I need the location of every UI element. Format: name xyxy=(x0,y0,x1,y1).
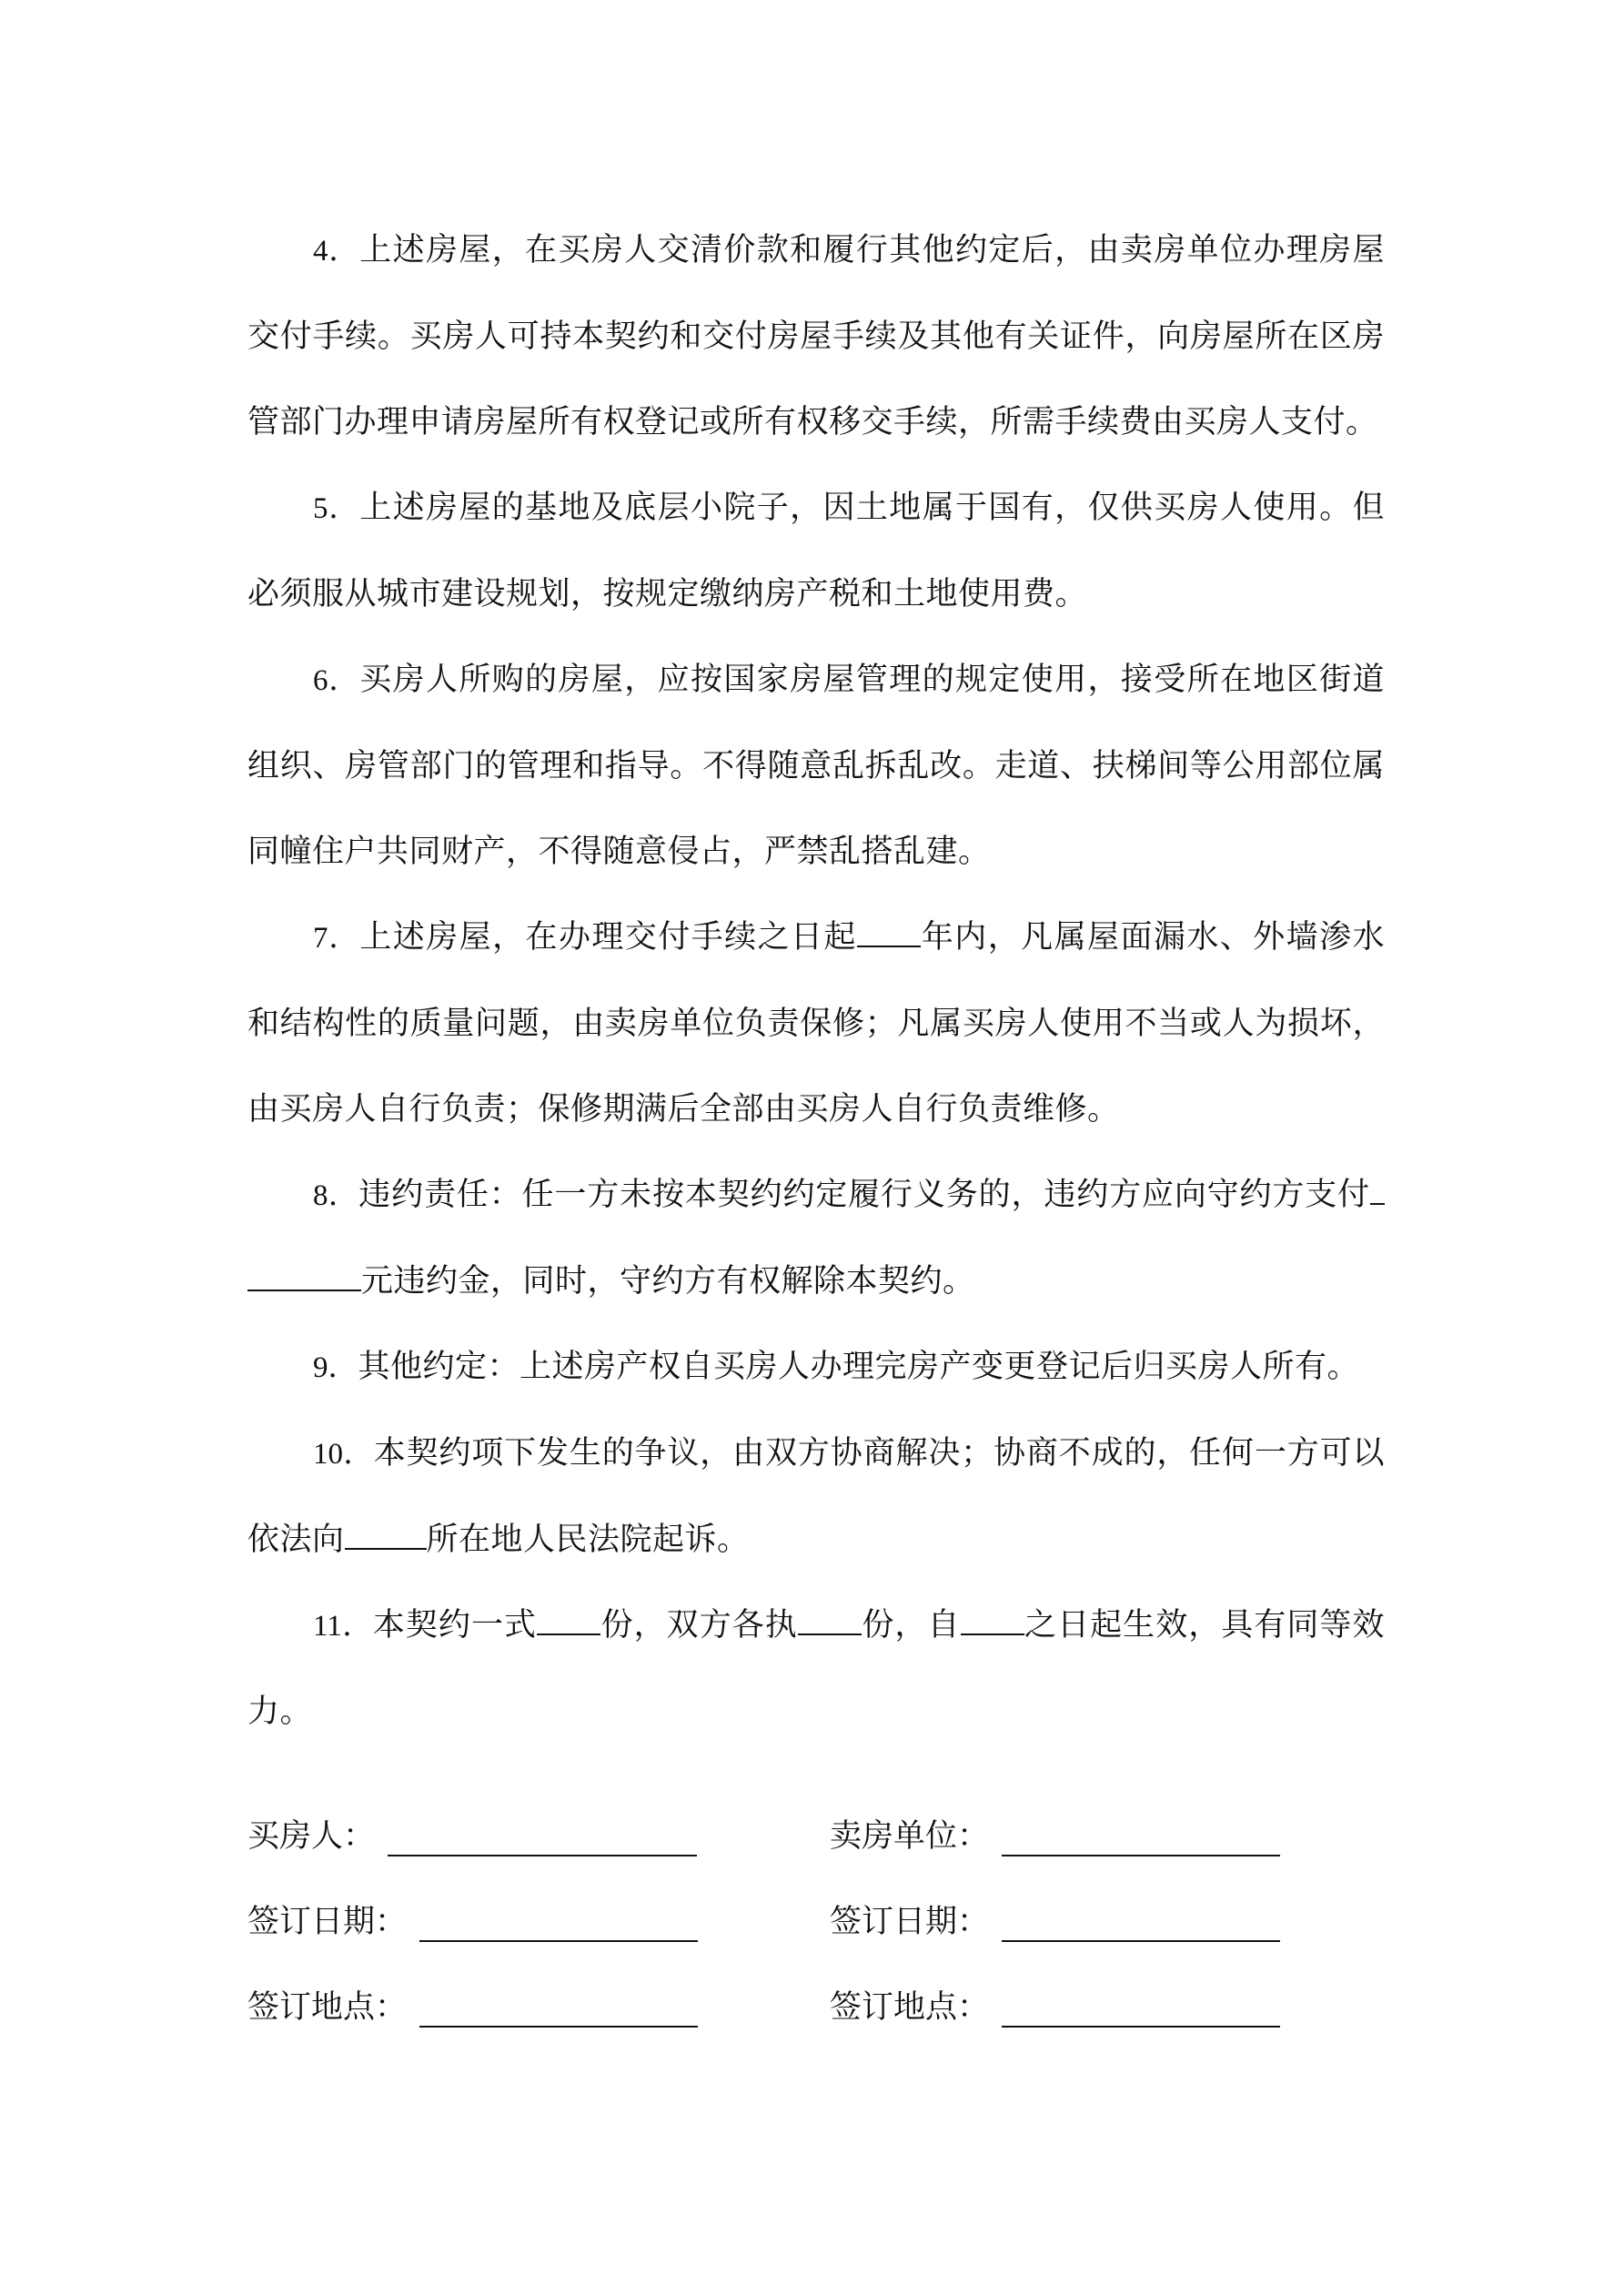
clause-text: 元违约金，同时，守约方有权解除本契约。 xyxy=(361,1263,975,1300)
contract-body xyxy=(247,207,1385,1755)
seller-place xyxy=(830,1982,1280,2028)
clause-number: 8． xyxy=(313,1179,359,1212)
buyer-place-label: 签订地点： xyxy=(247,1989,408,2026)
signature-row-party xyxy=(247,1791,1385,1876)
clause-text: 其他约定：上述房产权自买房人办理完房产变更登记后归买房人所有。 xyxy=(358,1349,1360,1385)
clause-number: 10． xyxy=(313,1438,374,1471)
seller-date-label: 签订日期： xyxy=(830,1904,990,1940)
buyer-place xyxy=(247,1982,830,2028)
clause-text: 本契约项下发生的争议，由双方协商解决；协商不成的，任何一方可以依法向 xyxy=(247,1435,1385,1558)
clause-text: 上述房屋，在买房人交清价款和履行其他约定后，由卖房单位办理房屋交付手续。买房人可持本契约和交付房屋手续及其他有关证件，向房屋所在区房管部门办理申请房屋所有权登记或所有权移交手续，所需手续费由买房人支付。 xyxy=(247,232,1385,440)
clause-8 xyxy=(247,1152,1385,1324)
clause-7 xyxy=(247,895,1385,1152)
penalty-amount-blank-start[interactable] xyxy=(1370,1175,1385,1206)
total-copies-blank[interactable] xyxy=(537,1605,600,1636)
buyer-label: 买房人： xyxy=(247,1818,376,1855)
clause-text: 之日起生效，具有同等效力。 xyxy=(247,1607,1385,1730)
clause-text: 年内，凡属屋面漏水、外墙渗水和结构性的质量问题，由卖房单位负责保修；凡属买房人使用不当或人为损坏，由买房人自行负责；保修期满后全部由买房人自行负责维修。 xyxy=(247,919,1385,1128)
clause-text: 上述房屋的基地及底层小院子，因土地属于国有，仅供买房人使用。但必须服从城市建设规划，按规定缴纳房产税和土地使用费。 xyxy=(247,490,1385,612)
court-location-blank[interactable] xyxy=(345,1520,427,1551)
buyer-date-field[interactable] xyxy=(419,1904,698,1942)
seller-place-label: 签订地点： xyxy=(830,1989,990,2026)
clause-text: 上述房屋，在办理交付手续之日起 xyxy=(359,919,857,956)
clause-10 xyxy=(247,1411,1385,1583)
clause-number: 4． xyxy=(313,235,360,268)
clause-4 xyxy=(247,207,1385,465)
penalty-amount-blank[interactable] xyxy=(247,1261,361,1292)
clause-text: 违约责任：任一方未按本契约约定履行义务的，违约方应向守约方支付 xyxy=(358,1177,1370,1213)
clause-5 xyxy=(247,465,1385,637)
buyer-signature-field[interactable] xyxy=(388,1818,697,1856)
clause-text: 买房人所购的房屋，应按国家房屋管理的规定使用，接受所在地区街道组织、房管部门的管理和指导。不得随意乱拆乱改。走道、扶梯间等公用部位属同幢住户共同财产，不得随意侵占，严禁乱搭乱建。 xyxy=(247,662,1385,870)
clause-number: 6． xyxy=(313,664,360,697)
buyer-date-label: 签订日期： xyxy=(247,1904,408,1940)
clause-text: 份，自 xyxy=(861,1607,961,1644)
signature-row-date xyxy=(247,1876,1385,1962)
seller-date xyxy=(830,1896,1280,1942)
clause-9 xyxy=(247,1324,1385,1411)
clause-number: 11． xyxy=(313,1610,373,1643)
signature-block xyxy=(247,1791,1385,2048)
clause-text: 份，双方各执 xyxy=(600,1607,798,1644)
copies-each-blank[interactable] xyxy=(798,1605,862,1636)
seller-place-field[interactable] xyxy=(1002,1989,1280,2028)
effective-date-blank[interactable] xyxy=(961,1605,1024,1636)
clause-text: 所在地人民法院起诉。 xyxy=(426,1522,750,1558)
buyer-signature xyxy=(247,1811,830,1856)
clause-number: 7． xyxy=(313,922,360,955)
buyer-place-field[interactable] xyxy=(419,1989,698,2028)
clause-11 xyxy=(247,1583,1385,1755)
signature-row-place xyxy=(247,1962,1385,2048)
buyer-date xyxy=(247,1896,830,1942)
seller-date-field[interactable] xyxy=(1002,1904,1280,1942)
seller-signature-field[interactable] xyxy=(1002,1818,1280,1856)
clause-text: 本契约一式 xyxy=(372,1607,538,1644)
warranty-years-blank[interactable] xyxy=(857,917,921,948)
clause-number: 9． xyxy=(313,1351,358,1384)
seller-signature xyxy=(830,1811,1280,1856)
clause-6 xyxy=(247,637,1385,895)
seller-label: 卖房单位： xyxy=(830,1818,990,1855)
clause-number: 5． xyxy=(313,492,360,525)
